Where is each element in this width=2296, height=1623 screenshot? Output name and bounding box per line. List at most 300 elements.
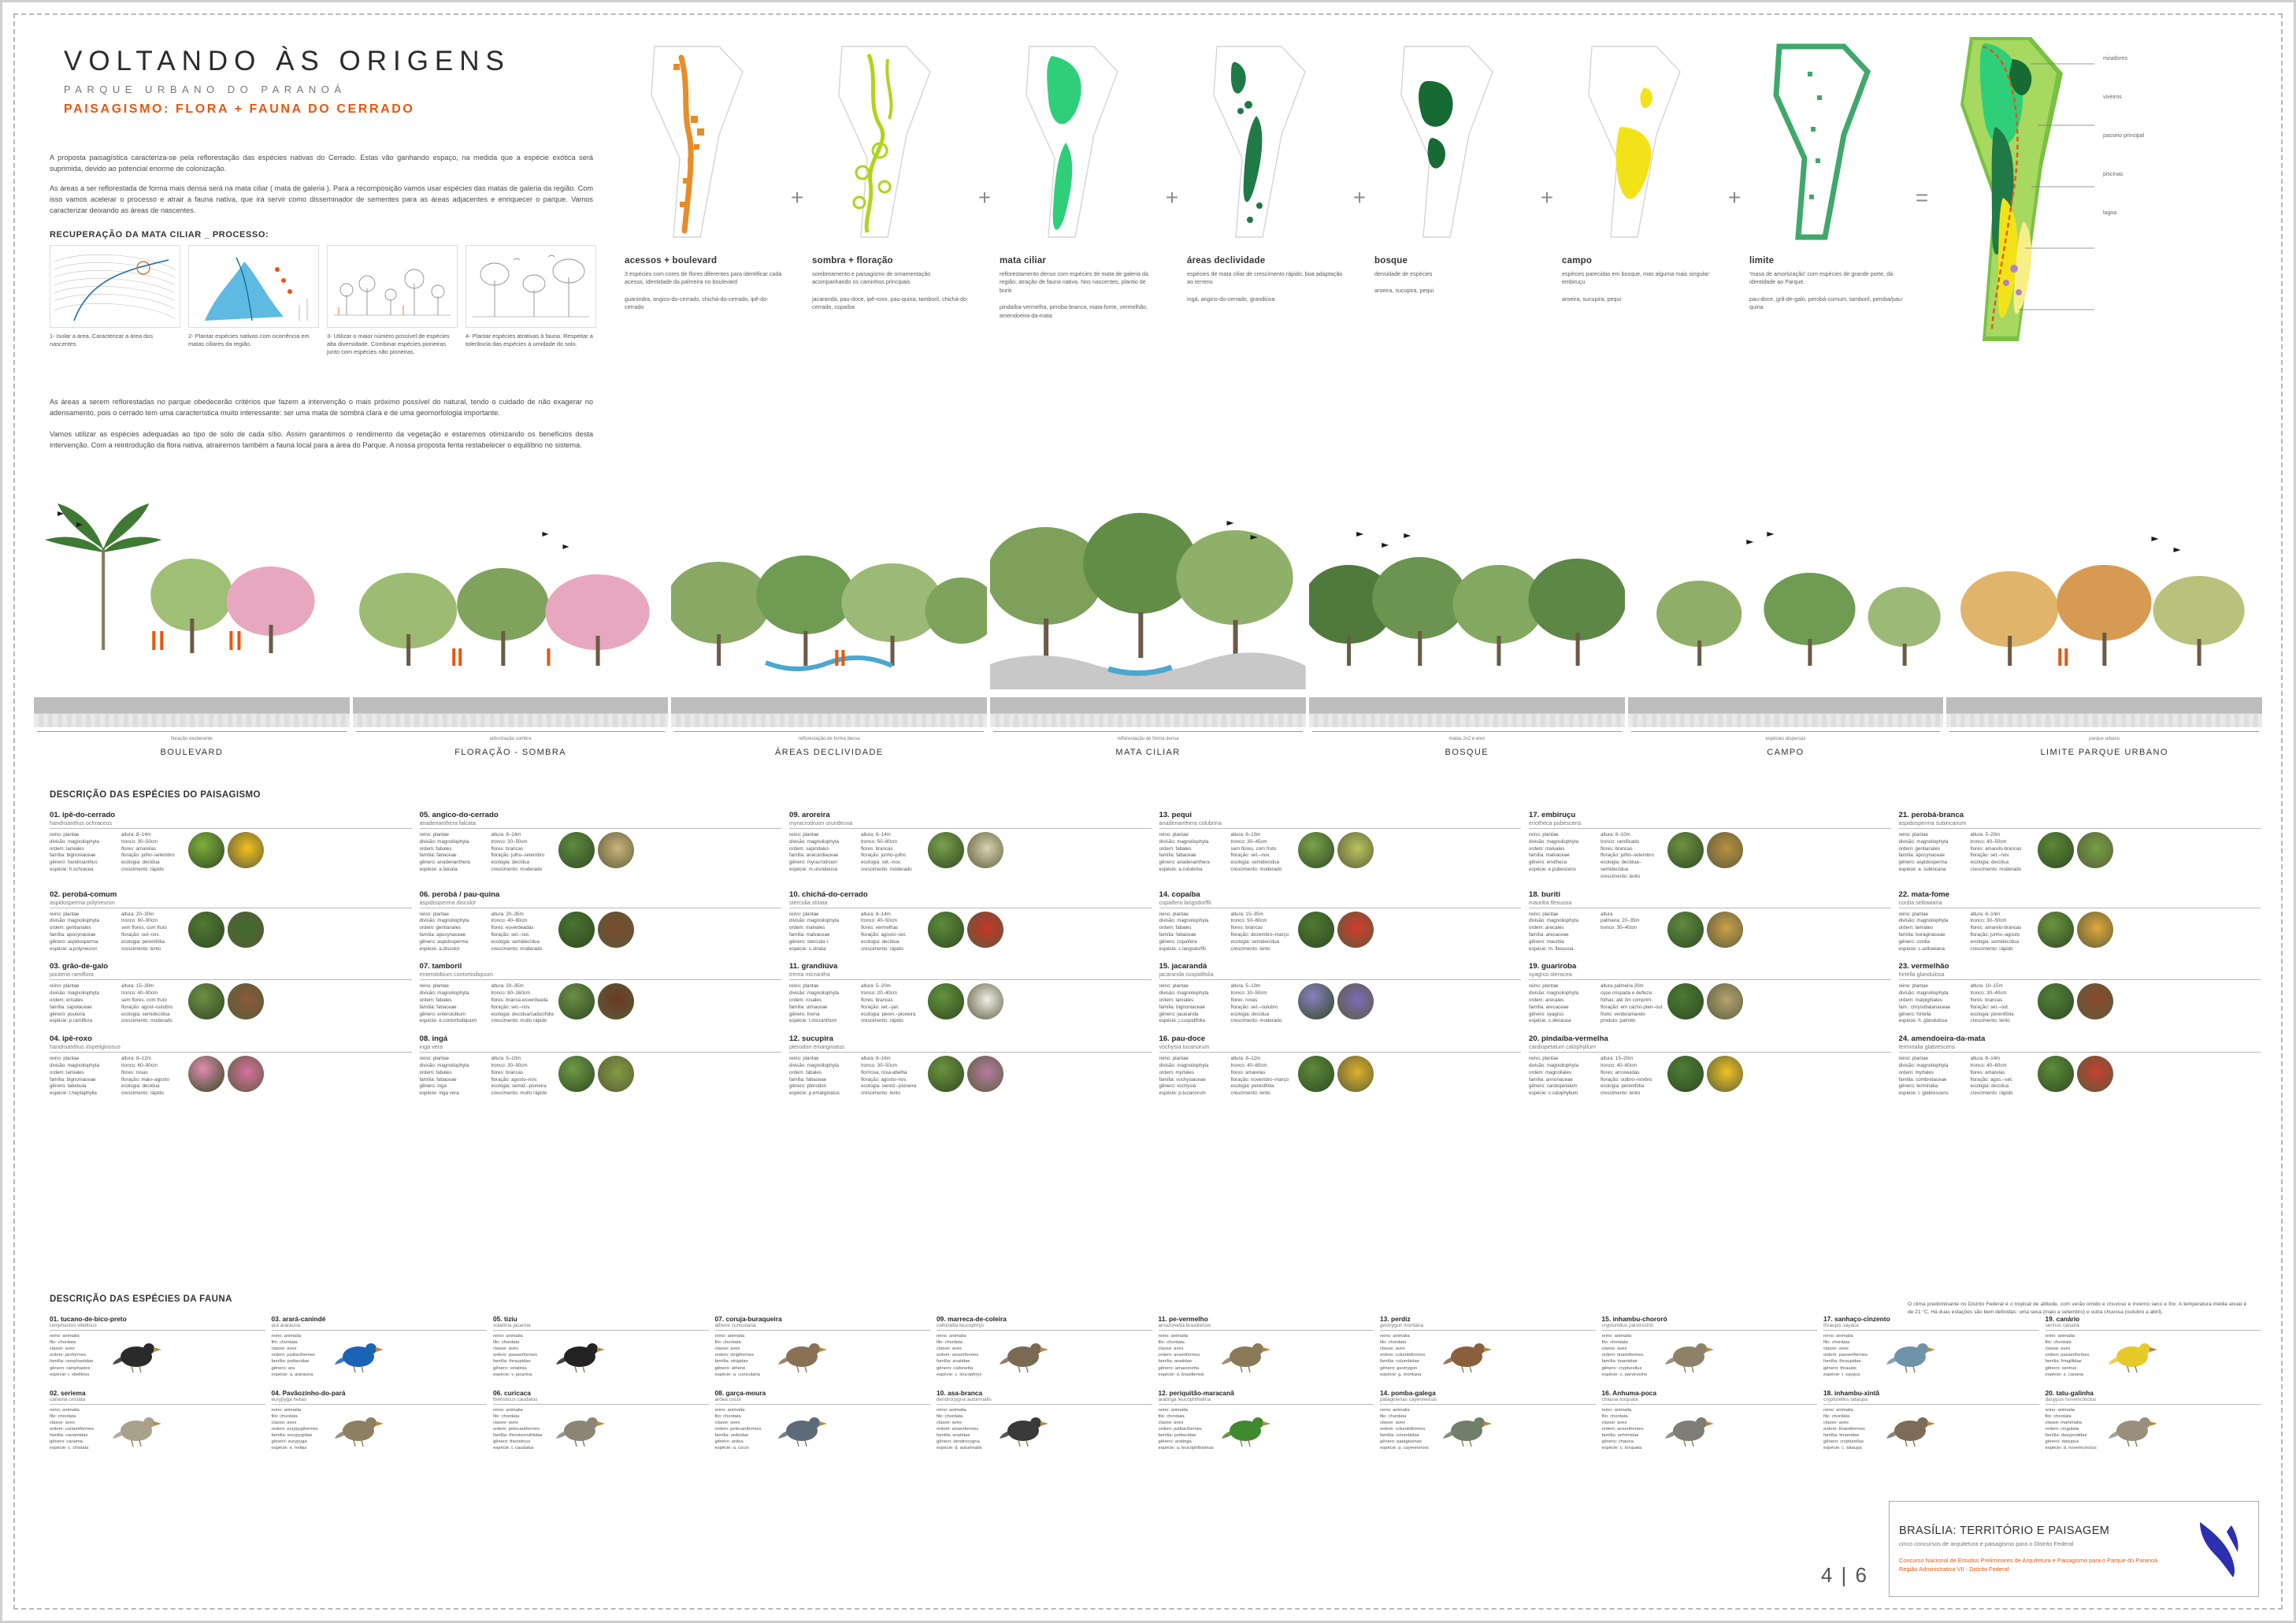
fauna-photo xyxy=(1665,1333,1714,1374)
fauna-card-header xyxy=(1602,1315,1818,1331)
elevation-note: reflorestação de forma densa xyxy=(1117,737,1179,741)
flora-card xyxy=(1529,962,1891,1025)
fauna-photo xyxy=(335,1407,384,1448)
flora-taxonomy: reino: plantae divisão: magnoliophyta ordem: fabales família: fabaceae gênero: pterodon espécie: p.emarginatus xyxy=(789,1056,840,1097)
flora-scientific-name: jacaranda cuspidifolia xyxy=(1159,971,1214,979)
flora-photos xyxy=(1667,832,1743,881)
fauna-name: 08. garça-moura xyxy=(714,1388,766,1397)
diagram-desc: espécies parecidas em bosque, mas alguma mais singular: embiruçu xyxy=(1562,270,1711,286)
flora-photo-tree xyxy=(558,912,595,948)
flora-name: 10. chichá-do-cerrado xyxy=(789,889,868,899)
diagram-desc: 'masa de amortização' com espécies de grande porte, dá identidade ao Parque. xyxy=(1749,270,1894,286)
flora-card-body xyxy=(1159,912,1522,953)
elevation-title: BOULEVARD xyxy=(160,748,224,757)
fauna-card-body xyxy=(272,1333,488,1378)
flora-name: 05. angico-do-cerrado xyxy=(419,811,499,819)
fauna-photo xyxy=(556,1333,605,1374)
fauna-taxonomy: reino: animalia filo: chordata classe: aves ordem: anseriformes família: anhimidae gênero: chauna espécie: c. torquata xyxy=(1601,1407,1644,1451)
flora-card-header xyxy=(1899,890,2261,908)
elevation-title: BOSQUE xyxy=(1445,748,1489,757)
fauna-scientific-name: geotrygon montana xyxy=(1380,1323,1424,1328)
flora-taxonomy: reino: plantae divisão: magnoliophyta ordem: gentianales família: apocynaceae gênero: aspidosperma espécie: a.polyneuron xyxy=(50,911,99,952)
flora-name: 02. perobá-comum xyxy=(50,889,117,899)
flora-card-header xyxy=(420,890,782,908)
diagram-acessos-boulevard xyxy=(625,40,782,355)
fauna-card xyxy=(1823,1389,2039,1452)
fauna-scientific-name: patagioenas cayennensis xyxy=(1380,1396,1437,1402)
fauna-card-body xyxy=(2046,1407,2261,1452)
flora-photo-detail xyxy=(2077,983,2113,1019)
fauna-card xyxy=(2046,1315,2261,1378)
flora-card xyxy=(1529,1034,1891,1097)
elevation-title: MATA CILIAR xyxy=(1115,748,1181,757)
flora-taxonomy: reino: plantae divisão: magnoliophyta ordem: sapindales família: anacardiaceae gênero: myracrodruon espécie: m.urundeuva xyxy=(789,832,839,872)
flora-name: 11. grandiúva xyxy=(789,962,838,971)
flora-photo-detail xyxy=(228,983,264,1019)
elevation-title: ÁREAS DECLIVIDADE xyxy=(775,748,884,757)
flora-card-body xyxy=(50,832,412,874)
fauna-taxonomy: reino: animalia filo: chordata classe: aves ordem: passeriformes família: fringillidae gênero: serinus espécie: s. canaria xyxy=(2045,1334,2090,1377)
flora-section xyxy=(50,790,2261,1097)
fauna-taxonomy: reino: animalia filo: chordata classe: aves ordem: columbiformes família: columbidae gênero: geotrygon espécie: g. montana xyxy=(1380,1334,1426,1377)
flora-attributes: altura: 6–14m tronco: 50–80cm flores: brancas floração: junho–julho ecologia: set.–nov. crescimento: moderado xyxy=(861,832,912,872)
flora-scientific-name: copaifera langsdorffii xyxy=(1159,898,1211,906)
flora-card xyxy=(420,811,782,881)
flora-photo-detail xyxy=(598,983,634,1019)
fauna-name: 20. tatu-galinha xyxy=(2045,1388,2094,1397)
process-step xyxy=(327,245,458,361)
fauna-section xyxy=(50,1294,2261,1452)
process-diagram-row xyxy=(50,245,593,361)
fauna-card-header xyxy=(2046,1389,2261,1405)
flora-photos xyxy=(558,832,634,874)
fauna-card-header xyxy=(715,1389,931,1405)
flora-card-header xyxy=(1159,1034,1522,1053)
diagram-plus-icon: + xyxy=(1540,185,1554,210)
fauna-card xyxy=(1159,1315,1374,1378)
flora-taxonomy: reino: plantae divisão: magnoliophyta ordem: ericales família: sapotaceae gênero: pouteria espécie: p.ramiflora xyxy=(50,983,99,1024)
flora-photo-tree xyxy=(928,832,964,868)
flora-card-header xyxy=(420,962,782,980)
flora-card-header xyxy=(420,811,782,829)
fauna-taxonomy: reino: animalia filo: chordata classe: aves ordem: pelecaniformes família: ardeidae gênero: ardea espécie: a. cocoi xyxy=(714,1407,762,1451)
flora-attributes: altura: 8–14m tronco: 30–50cm flores: amarelo-brancas floração: junho–agosto ecologia: semidecídua crescimento: rápido xyxy=(1970,911,2022,952)
fauna-card xyxy=(493,1389,709,1452)
flora-taxonomy: reino: plantae divisão: magnoliophyta ordem: malvales família: malvaceae gênero: eriotheca espécie: e.pubescens xyxy=(1529,832,1578,872)
flora-photo-detail xyxy=(598,912,634,948)
fauna-card xyxy=(937,1389,1152,1452)
fauna-card xyxy=(50,1315,265,1378)
elevation-note: matas 2x2 e eixo xyxy=(1448,737,1485,741)
fauna-card xyxy=(715,1315,931,1378)
fauna-card-body xyxy=(1159,1407,1374,1452)
fauna-card-body xyxy=(1823,1407,2039,1452)
flora-photo-tree xyxy=(188,912,224,948)
elevation-title: CAMPO xyxy=(1767,748,1805,757)
diagram-species: guanindra, angico-do-cerrado, chichá-do-cerrado, ipê-do-cerrado xyxy=(625,295,769,311)
flora-photo-tree xyxy=(188,983,224,1019)
flora-scientific-name: trema micrantha xyxy=(789,971,830,979)
flora-taxonomy: reino: plantae divisão: magnoliophyta ordem: fabales família: fabaceae gênero: anadenanthera espécie: a.falcata xyxy=(419,832,470,872)
flora-photo-tree xyxy=(558,832,595,868)
flora-scientific-name: terminalia glabrescens xyxy=(1898,1043,1956,1051)
fauna-scientific-name: volatinia jacarina xyxy=(493,1323,531,1328)
flora-taxonomy: reino: plantae divisão: magnoliophyta ordem: lamiales família: bignoniaceae gênero: tabebuia espécie: t.heptaphylla xyxy=(50,1056,99,1097)
fauna-card-body xyxy=(1823,1333,2039,1378)
map-legend-item: piscinas xyxy=(2103,172,2124,177)
fauna-card xyxy=(1602,1315,1818,1378)
fauna-section-title: DESCRIÇÃO DAS ESPÉCIES DA FAUNA xyxy=(50,1294,232,1304)
fauna-photo xyxy=(1000,1407,1048,1448)
flora-name: 14. copaíba xyxy=(1159,889,1200,899)
flora-name: 15. jacarandá xyxy=(1159,962,1207,971)
diagram-desc: reflorestamento denso com espécies de mata de galeria da região; atração de fauna nativa. Nos nascentes, plantio de buriti xyxy=(1000,270,1148,294)
flora-photos xyxy=(928,912,1003,953)
fauna-card xyxy=(937,1315,1152,1378)
fauna-card xyxy=(1380,1389,1596,1452)
diagram-desc: densidade de espécies xyxy=(1374,270,1433,277)
fauna-card-header xyxy=(50,1315,265,1331)
flora-name: 12. sucupira xyxy=(789,1034,833,1044)
flora-photos xyxy=(1298,1056,1374,1097)
flora-taxonomy: reino: plantae divisão: magnoliophyta ordem: malpighiales fam.: chrysobalanaceae gênero: hirtella espécie: h. glandulosa xyxy=(1898,983,1951,1024)
flora-card-body xyxy=(1899,832,2261,874)
page-subtitle-theme: PAISAGISMO: FLORA + FAUNA DO CERRADO xyxy=(64,102,415,116)
flora-name: 24. amendoeira-da-mata xyxy=(1898,1034,1986,1044)
fauna-scientific-name: eurypyga helias xyxy=(271,1396,307,1402)
flora-photo-tree xyxy=(2038,1056,2074,1092)
flora-photos xyxy=(1667,1056,1743,1097)
flora-card-header xyxy=(420,1034,782,1053)
flora-taxonomy: reino: plantae divisão: magnoliophyta ordem: myrtales família: vochysiaceae gênero: vochysia espécie: p.tucanorum xyxy=(1159,1056,1209,1097)
flora-attributes: altura: 15–30m tronco: 40–90cm sem flores, com fruto floração: agost–outubro ecologia: semidecídua crescimento: moderado xyxy=(121,983,173,1024)
diagram-species: aroeira, sucupira, pequi xyxy=(1562,295,1622,303)
flora-photo-tree xyxy=(928,912,964,948)
fauna-card-body xyxy=(493,1333,709,1378)
flora-card-body xyxy=(1529,832,1891,881)
fauna-taxonomy: reino: animalia filo: chordata classe: aves ordem: anseriformes família: anatidae gênero: amazonetta espécie: a. brasiliensis xyxy=(1158,1334,1204,1377)
flora-scientific-name: cordia sellowiana xyxy=(1898,898,1942,906)
fauna-card xyxy=(493,1315,709,1378)
flora-scientific-name: aspidosperma polyneuron xyxy=(50,898,115,906)
fauna-name: 01. tucano-de-bico-preto xyxy=(50,1315,127,1323)
flora-photo-tree xyxy=(928,1056,964,1092)
fauna-name: 05. tiziu xyxy=(493,1315,517,1323)
fauna-scientific-name: theristicus caudatus xyxy=(493,1396,538,1402)
fauna-card-header xyxy=(1823,1389,2039,1405)
layer-diagram-row xyxy=(625,40,2262,371)
flora-photos xyxy=(558,1056,634,1097)
map-legend-item: viveiros xyxy=(2103,95,2122,100)
diagram-species: aroeira, sucupira, pequi xyxy=(1374,287,1434,295)
flora-photos xyxy=(188,983,264,1025)
fauna-card-header xyxy=(1380,1315,1596,1331)
flora-card xyxy=(1529,890,1891,953)
fauna-taxonomy: reino: animalia filo: chordata classe: aves ordem: piciformes família: ramphastidae gênero: ramphastos espécie: r. vitellinus xyxy=(50,1334,94,1377)
flora-photo-detail xyxy=(1337,912,1374,948)
flora-photo-detail xyxy=(228,1056,264,1092)
fauna-name: 12. periquitão-maracanã xyxy=(1158,1388,1234,1397)
flora-photo-detail xyxy=(1337,832,1374,868)
flora-name: 20. pindaíba-vermelha xyxy=(1529,1034,1608,1044)
diagram-campo xyxy=(1562,40,1719,355)
flora-name: 23. vermelhão xyxy=(1898,962,1949,971)
flora-photos xyxy=(188,1056,264,1097)
diagram-areas-declividade xyxy=(1187,40,1345,355)
fauna-name: 10. asa-branca xyxy=(937,1388,983,1397)
flora-card xyxy=(1899,811,2261,881)
diagram-mata-ciliar xyxy=(1000,40,1157,355)
flora-card-header xyxy=(50,1034,412,1053)
fauna-name: 06. curicaca xyxy=(493,1388,531,1397)
flora-attributes: altura: 8–12m tronco: 40–60cm flores: amarelas floração: novembro–março ecologia: perenifólia crescimento: lento xyxy=(1230,1056,1289,1097)
flora-photos xyxy=(1298,912,1374,953)
flora-attributes: altura: 8–14m tronco: 30–50cm flores: amarelas floração: julho–setembro ecologia: decídua crescimento: rápido xyxy=(121,832,175,872)
fauna-scientific-name: ara ararauna xyxy=(271,1323,301,1328)
fauna-card-body xyxy=(493,1407,709,1452)
flora-scientific-name: mauritia flexuosa xyxy=(1529,898,1572,906)
fauna-card-header xyxy=(493,1389,709,1405)
fauna-scientific-name: crypturellus tataupa xyxy=(1823,1396,1868,1402)
fauna-name: 15. inhambu-chororó xyxy=(1601,1315,1667,1323)
diagram-plus-icon: + xyxy=(1352,185,1367,210)
flora-photo-tree xyxy=(2038,912,2074,948)
flora-card-body xyxy=(50,1056,412,1097)
page-number: 4 | 6 xyxy=(1820,1563,1868,1587)
flora-photo-detail xyxy=(1337,1056,1374,1092)
elevation-mata-ciliar xyxy=(990,499,1306,759)
elevation-title: LIMITE PARQUE URBANO xyxy=(2040,748,2168,757)
flora-taxonomy: reino: plantae divisão: magnoliophyta ordem: fabales família: fabaceae gênero: inga espécie: inga vera xyxy=(419,1056,469,1097)
fauna-name: 17. sanhaço-cinzento xyxy=(1823,1315,1890,1323)
fauna-card-header xyxy=(2046,1315,2261,1331)
page-title: VOLTANDO ÀS ORIGENS xyxy=(64,46,510,76)
flora-photo-detail xyxy=(967,1056,1003,1092)
elevation-note: reflorestação de forma densa xyxy=(798,737,860,741)
flora-photo-detail xyxy=(1707,983,1743,1019)
fauna-card-body xyxy=(1602,1333,1818,1378)
flora-attributes: altura: 20–30m tronco: 60–90cm sem flores, com fruto floração: out–nov. ecologia: perenifólia crescimento: lento xyxy=(121,911,167,952)
flora-scientific-name: cardiopetalum calophyllum xyxy=(1529,1043,1597,1051)
fauna-scientific-name: crypturellus parvirostris xyxy=(1601,1323,1654,1328)
flora-card xyxy=(1159,962,1522,1025)
process-step xyxy=(466,245,596,361)
elevation-band xyxy=(34,499,2262,759)
fauna-photo xyxy=(1443,1333,1492,1374)
process-caption-4: 4- Plantar espécies atrativas à fauna. Respeitar a tolerância das espécies à umidade do solo. xyxy=(466,332,593,347)
flora-card-body xyxy=(420,912,782,953)
diagram-label: mata ciliar xyxy=(1000,256,1047,266)
flora-card-body xyxy=(789,832,1152,874)
flora-card-body xyxy=(1529,912,1891,953)
flora-scientific-name: syagrus oleracea xyxy=(1529,971,1572,979)
diagram-label: acessos + boulevard xyxy=(625,256,718,266)
flora-photos xyxy=(2038,983,2113,1025)
flora-scientific-name: vochysia tucanorum xyxy=(1159,1043,1210,1051)
fauna-photo xyxy=(556,1407,605,1448)
fauna-name: 07. coruja-buraqueira xyxy=(714,1315,782,1323)
map-legend xyxy=(2098,56,2201,249)
fauna-card xyxy=(50,1389,265,1452)
process-image-native-planting xyxy=(188,245,319,328)
strategy-text xyxy=(50,396,593,460)
flora-photos xyxy=(2038,832,2113,874)
fauna-photo xyxy=(778,1333,827,1374)
flora-card xyxy=(420,962,782,1025)
flora-photo-tree xyxy=(1298,1056,1334,1092)
flora-taxonomy: reino: plantae divisão: magnoliophyta ordem: gentianales família: apocynaceae gênero: aspidosperma espécie: a. subincana xyxy=(1898,832,1949,872)
flora-photo-tree xyxy=(1667,832,1704,868)
flora-name: 16. pau-doce xyxy=(1159,1034,1206,1044)
flora-card-body xyxy=(1899,912,2261,953)
fauna-card-body xyxy=(1159,1333,1374,1378)
flora-card-body xyxy=(50,912,412,953)
diagram-sombra-floracao xyxy=(812,40,970,355)
flora-photo-detail xyxy=(967,832,1003,868)
flora-taxonomy: reino: plantae divisão: magnoliophyta ordem: lamiales família: bignoniaceae gênero: handroanthus espécie: h.ochracea xyxy=(50,832,99,872)
flora-attributes: altura: 6–10m tronco: ramificado flores: brancas floração: julho–setembro ecologia: decídua–semidecídua crescimento: lento xyxy=(1601,832,1654,879)
fauna-card xyxy=(272,1315,488,1378)
fauna-name: 18. inhambu-xintã xyxy=(1823,1388,1880,1397)
fauna-scientific-name: ramphastos vitellinus xyxy=(50,1323,97,1328)
flora-name: 07. tamboril xyxy=(419,962,462,971)
fauna-photo xyxy=(1443,1407,1492,1448)
fauna-card xyxy=(1159,1389,1374,1452)
flora-card xyxy=(50,890,412,953)
diagram-desc: espécies de mata ciliar de crescimento rápido, boa adaptação ao terreno xyxy=(1187,270,1343,286)
flora-card-header xyxy=(1899,811,2261,829)
fauna-scientific-name: callonetta leucophrys xyxy=(937,1323,985,1328)
fauna-card-body xyxy=(937,1333,1152,1378)
fauna-card xyxy=(1602,1389,1818,1452)
page-subtitle: PARQUE URBANO DO PARANOÁ xyxy=(64,84,347,95)
flora-attributes: altura: 8–14m tronco: 40–60cm flores: amarelas floração: agos.–set. ecologia: decídua crescimento: rápido xyxy=(1970,1056,2013,1097)
fauna-photo xyxy=(113,1333,161,1374)
fauna-card xyxy=(715,1389,931,1452)
fauna-scientific-name: serinus canaria xyxy=(2045,1323,2079,1328)
fauna-card-header xyxy=(937,1315,1152,1331)
diagram-limite xyxy=(1749,40,1907,355)
intro-paragraph-1: A proposta paisagística caracteriza-se pela reflorestação das espécies nativas do Cerrado. Estas vão ganhando espaço, na medida que a espécie exótica será suprimida, devido ao potencial enorme de colonização. xyxy=(50,154,593,173)
stamp-competition: Concurso Nacional de Estudos Preliminares de Arquitetura e Paisagismo para o Parque do Paranoá Região Administrativa VII - Distrito Federal xyxy=(1899,1557,2158,1573)
flora-scientific-name: pterodon emarginatus xyxy=(789,1043,844,1051)
flora-photos xyxy=(558,912,634,953)
flora-card xyxy=(50,811,412,881)
flora-photo-detail xyxy=(598,1056,634,1092)
fauna-name: 19. canário xyxy=(2045,1315,2080,1323)
flora-scientific-name: aspidosperma subincanum xyxy=(1898,819,1967,826)
flora-photo-detail xyxy=(967,983,1003,1019)
flora-card-body xyxy=(789,983,1152,1025)
flora-photo-tree xyxy=(1298,832,1334,868)
flora-card-header xyxy=(50,811,412,829)
fauna-card xyxy=(1823,1315,2039,1378)
fauna-photo xyxy=(778,1407,827,1448)
fauna-scientific-name: thraupis sayaca xyxy=(1823,1323,1859,1328)
fauna-scientific-name: cariama cristata xyxy=(50,1396,86,1402)
fauna-card-body xyxy=(1602,1407,1818,1452)
flora-attributes: altura: 5–10m tronco: 30–50cm flores: roxas floração: set.–outubro ecologia: decídua crescimento: moderado xyxy=(1230,983,1282,1024)
flora-attributes: altura: 10–15m tronco: 30–40cm flores: brancas floração: set.–out. ecologia: perenifólia crescimento: lento xyxy=(1970,983,2014,1024)
flora-name: 17. embiruçu xyxy=(1529,811,1576,819)
flora-attributes: altura palmeira: 20–35m tronco: 30–40cm xyxy=(1601,911,1640,931)
diagram-equals-icon: = xyxy=(1915,185,1929,210)
flora-card-body xyxy=(420,832,782,874)
strategy-paragraph-1: As áreas a serem reflorestadas no parque obedecerão critérios que fazem a intervenção o mais próximo possível do natural, tendo o cuidado de não exagerar no adensamento, pois o cerrado tem uma característica muito interessante: ser uma mata de sombra clara e de uma geomorfologia importante. xyxy=(50,398,593,418)
flora-name: 01. ipê-do-cerrado xyxy=(50,811,116,819)
diagram-bosque xyxy=(1374,40,1532,355)
flora-card xyxy=(789,811,1152,881)
fauna-card-header xyxy=(1602,1389,1818,1405)
flora-photo-detail xyxy=(1707,1056,1743,1092)
flora-name: 08. ingá xyxy=(419,1034,448,1044)
flora-card-body xyxy=(50,983,412,1025)
fauna-taxonomy: reino: animalia filo: chordata classe: aves ordem: anseriformes família: anatidae gênero: callonetta espécie: c. leucophrys xyxy=(937,1334,982,1377)
fauna-name: 14. pomba-galega xyxy=(1380,1388,1436,1397)
title-block xyxy=(64,46,568,117)
fauna-name: 13. perdiz xyxy=(1380,1315,1411,1323)
flora-name: 21. perobá-branca xyxy=(1898,811,1964,819)
elevation-note: floração exuberante xyxy=(170,737,213,741)
fauna-photo xyxy=(113,1407,161,1448)
flora-card-header xyxy=(50,890,412,908)
flora-photos xyxy=(1667,983,1743,1025)
fauna-taxonomy: reino: animalia filo: chordata classe: aves ordem: tinamiformes família: tinamidae gênero: crypturellus espécie: c. tataupa xyxy=(1823,1407,1865,1451)
flora-card xyxy=(1159,1034,1522,1097)
fauna-taxonomy: reino: animalia filo: chordata classe: aves ordem: anseriformes família: anatidae gênero: dendrocygna espécie: d. autumnalis xyxy=(937,1407,982,1451)
fauna-taxonomy: reino: animalia filo: chordata classe: aves ordem: passeriformes família: thraupidae gênero: volatinia espécie: v. jacarina xyxy=(493,1334,538,1377)
fauna-card-body xyxy=(50,1407,265,1452)
flora-card-header xyxy=(1159,811,1522,829)
diagram-plus-icon: + xyxy=(790,185,804,210)
flora-taxonomy: reino: plantae divisão: magnoliophyta ordem: magnoliales família: annonaceae gênero: cardiopetalum espécie: c.calophyllum xyxy=(1529,1056,1578,1097)
flora-photos xyxy=(188,832,264,874)
diagram-label: bosque xyxy=(1374,256,1408,266)
fauna-photo xyxy=(2109,1333,2157,1374)
process-image-diversity xyxy=(327,245,458,328)
stamp-title: BRASÍLIA: TERRITÓRIO E PAISAGEM xyxy=(1899,1524,2110,1537)
fauna-card-header xyxy=(937,1389,1152,1405)
elevation-areas-declividade xyxy=(671,499,987,759)
fauna-taxonomy: reino: animalia filo: chordata classe: aves ordem: columbiformes família: columbidae gênero: patagioenas espécie: p. cayennensis xyxy=(1380,1407,1429,1451)
fauna-card-header xyxy=(715,1315,931,1331)
fauna-taxonomy: reino: animalia filo: chordata classe: aves ordem: psittaciformes família: psittacidae gênero: aratinga espécie: a. leucophthalmus xyxy=(1158,1407,1214,1451)
fauna-taxonomy: reino: animalia filo: chordata classe: aves ordem: strigiformes família: strigidae gênero: athene espécie: a. cunicularia xyxy=(714,1334,760,1377)
flora-taxonomy: reino: plantae divisão: magnoliophyta ordem: myrtales família: combretaceae gênero: terminalia espécie: t. glabrescens xyxy=(1898,1056,1949,1097)
flora-card-header xyxy=(1899,1034,2261,1053)
flora-card xyxy=(789,890,1152,953)
diagram-label: limite xyxy=(1749,256,1775,266)
flora-name: 18. buriti xyxy=(1529,889,1560,899)
flora-name: 04. ipê-roxo xyxy=(50,1034,92,1044)
flora-photo-tree xyxy=(1298,912,1334,948)
fauna-card xyxy=(272,1389,488,1452)
fauna-scientific-name: amazonetta brasiliensis xyxy=(1158,1323,1211,1328)
flora-scientific-name: aspidosperma discolor xyxy=(419,898,477,906)
flora-photo-detail xyxy=(967,912,1003,948)
flora-photos xyxy=(1298,983,1374,1025)
fauna-card xyxy=(2046,1389,2261,1452)
fauna-card-body xyxy=(715,1333,931,1378)
flora-taxonomy: reino: plantae divisão: magnoliophyta ordem: fabales família: fabaceae gênero: enterolobium espécie: e.contortisiliquum xyxy=(419,983,477,1024)
flora-attributes: altura: 15–20m tronco: 40–60cm flores: arroxeadas floração: outbro–novbro ecologia: perenifólia crescimento: lento xyxy=(1601,1056,1652,1097)
flora-card xyxy=(1899,1034,2261,1097)
flora-card-header xyxy=(789,962,1152,980)
flora-card-body xyxy=(1529,1056,1891,1097)
flora-card-body xyxy=(1899,1056,2261,1097)
elevation-limite-parque-urbano xyxy=(1946,499,2262,759)
fauna-scientific-name: dasypus novemcinctus xyxy=(2045,1396,2097,1402)
